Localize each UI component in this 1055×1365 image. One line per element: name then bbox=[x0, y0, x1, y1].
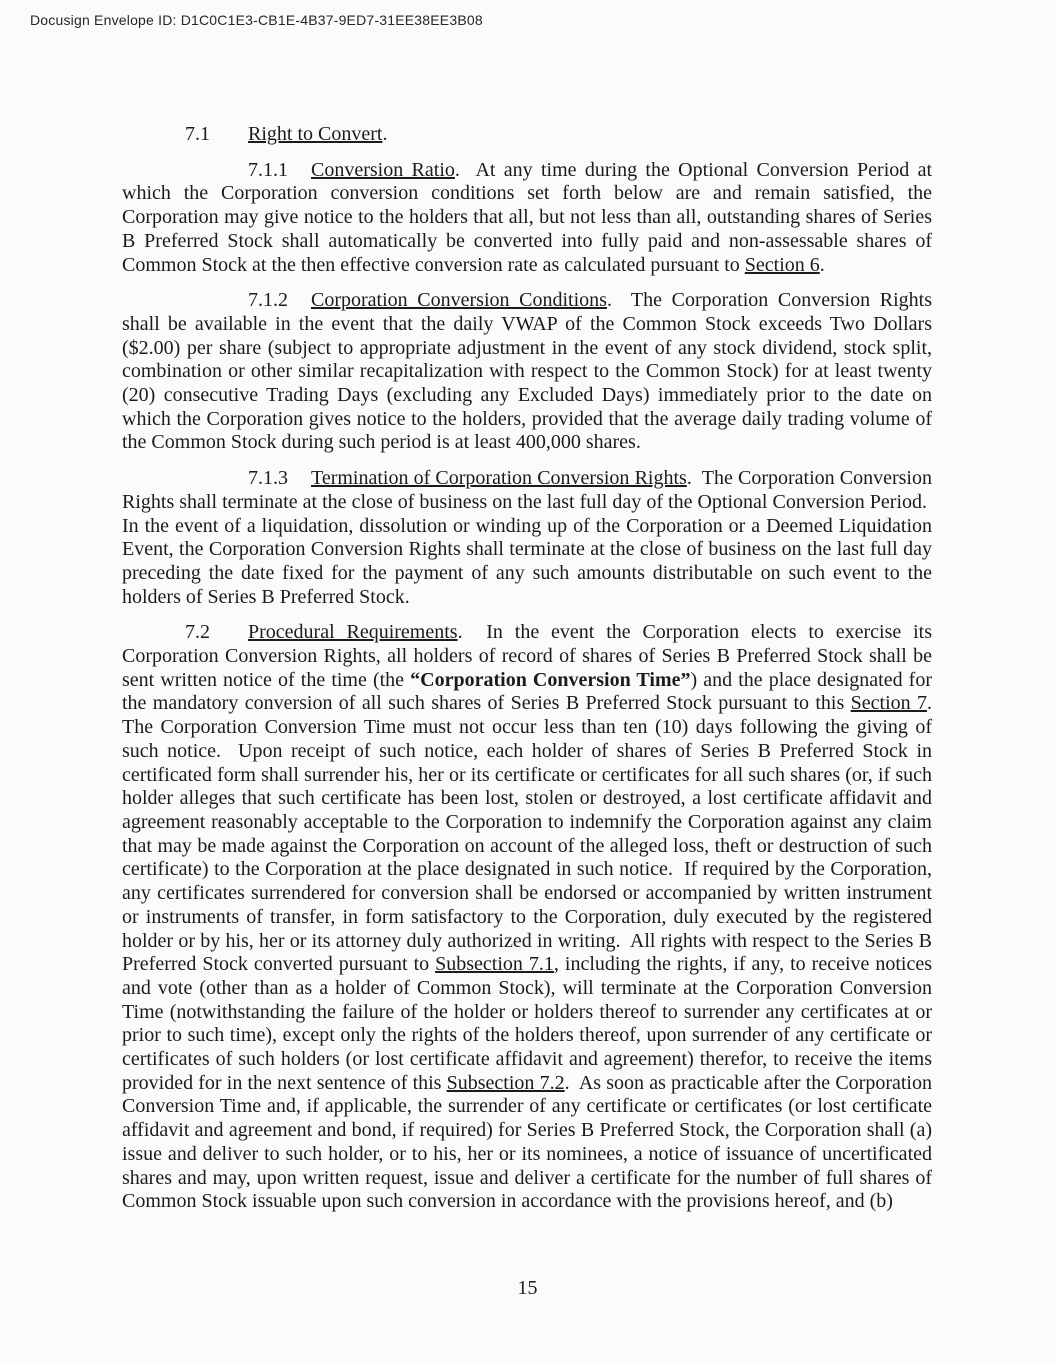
text-run: . The Corporation Conversion Rights shall be available in the event that the daily VWAP of the Common Stock exceeds Two Dollars ($2.00) per share (subject to appropriate adjustment in the event of any stock dividend, stock split, combination or other similar recapitalization with respect to the Common Stock) for at least twenty (20) consecutive Trading Days (excluding any Excluded Days) immediately prior to the date on which the Corporation gives notice to the holders, provided that the average daily trading volume of the Common Stock during such period is at least 400,000 shares. bbox=[122, 289, 932, 454]
text-run: . In the event the Corporation elects to exercise its Corporation Conversion Rights, all holders of record of shares of Series B Preferred Stock shall be sent written notice of the time (the bbox=[122, 621, 932, 691]
section-number: 7.1.2 bbox=[248, 289, 288, 312]
text-run: Section 7 bbox=[850, 692, 927, 715]
text-run: Corporation Conversion Conditions bbox=[311, 289, 607, 312]
text-run: . bbox=[819, 253, 825, 276]
text-run: Subsection 7.2 bbox=[446, 1071, 565, 1094]
text-run: Procedural Requirements bbox=[248, 621, 458, 644]
text-run: ) and the place designated for the mandatory conversion of all such shares of Series B Preferred Stock pursuant to this bbox=[122, 668, 933, 715]
section-number: 7.2 bbox=[185, 621, 210, 644]
text-run: Termination of Corporation Conversion Rights bbox=[311, 467, 687, 490]
paragraph-7.1 bbox=[122, 123, 932, 147]
docusign-envelope-id: Docusign Envelope ID: D1C0C1E3-CB1E-4B37-9ED7-31EE38EE3B08 bbox=[30, 12, 483, 28]
document-body bbox=[122, 123, 932, 1214]
text-run: . The Corporation Conversion Rights shall terminate at the close of business on the last full day of the Optional Conversion Period. In the event of a liquidation, dissolution or winding up of the Corporation or a Deemed Liquidation Event, the Corporation Conversion Rights shall terminate at the close of business on the last full day preceding the date fixed for the payment of any such amounts distributable on such event to the holders of Series B Preferred Stock. bbox=[122, 467, 932, 608]
section-number: 7.1.3 bbox=[248, 467, 288, 490]
text-run: . bbox=[382, 123, 388, 145]
paragraph-7.1.3 bbox=[122, 467, 932, 609]
text-run: Section 6 bbox=[744, 253, 820, 276]
page-number: 15 bbox=[517, 1277, 538, 1299]
text-run: . The Corporation Conversion Time must not occur less than ten (10) days following the giving of such notice. Upon receipt of such notice, each holder of shares of Series B Preferred Stock in certificated form shall surrender his, her or its certificate or certificates for all such shares (or, if such holder alleges that such certificate has been lost, stolen or destroyed, a lost certificate affidavit and agreement reasonably acceptable to the Corporation to indemnify the Corporation against any claim that may be made against the Corporation on account of the alleged loss, theft or destruction of such certificate) to the Corporation at the place designated in such notice. If required by the Corporation, any certificates surrendered for conversion shall be endorsed or accompanied by written instrument or instruments of transfer, in form satisfactory to the Corporation, duly executed by the registered holder or by his, her or its attorney duly authorized in writing. All rights with respect to the Series B Preferred Stock converted pursuant to bbox=[122, 692, 932, 976]
text-run: . As soon as practicable after the Corporation Conversion Time and, if applicable, the surrender of any certificate or certificates (or lost certificate affidavit and agreement and bond, if required) for Series B Preferred Stock, the Corporation shall (a) issue and deliver to such holder, or to his, her or its nominees, a notice of issuance of uncertificated shares and may, upon written request, issue and deliver a certificate for the number of full shares of Common Stock issuable upon such conversion in accordance with the provisions hereof, and (b) bbox=[122, 1071, 932, 1213]
text-run: Conversion Ratio bbox=[311, 158, 455, 181]
section-number: 7.1.1 bbox=[248, 158, 288, 181]
text-run: Subsection 7.1 bbox=[435, 953, 554, 976]
paragraph-7.1.1 bbox=[122, 159, 932, 278]
text-run: . At any time during the Optional Conversion Period at which the Corporation conversion conditions set forth below are and remain satisfied, the Corporation may give notice to the holders that all, but not less than all, outstanding shares of Series B Preferred Stock shall automatically be converted into fully paid and non-assessable shares of Common Stock at the then effective conversion rate as calculated pursuant to bbox=[122, 158, 933, 276]
paragraph-7.2 bbox=[122, 621, 932, 1214]
text-run: “Corporation Conversion Time” bbox=[410, 668, 691, 691]
section-number: 7.1 bbox=[185, 123, 210, 145]
text-run: Right to Convert bbox=[248, 123, 383, 145]
text-run: , including the rights, if any, to receive notices and vote (other than as a holder of Common Stock), will terminate at the Corporation Conversion Time (notwithstanding the failure of the holder or holders thereof to surrender any certificates at or prior to such time), except only the rights of the holders thereof, upon surrender of any certificate or certificates of such holders (or lost certificate affidavit and agreement) therefor, to receive the items provided for in the next sentence of this bbox=[122, 953, 933, 1094]
paragraph-7.1.2 bbox=[122, 289, 932, 455]
